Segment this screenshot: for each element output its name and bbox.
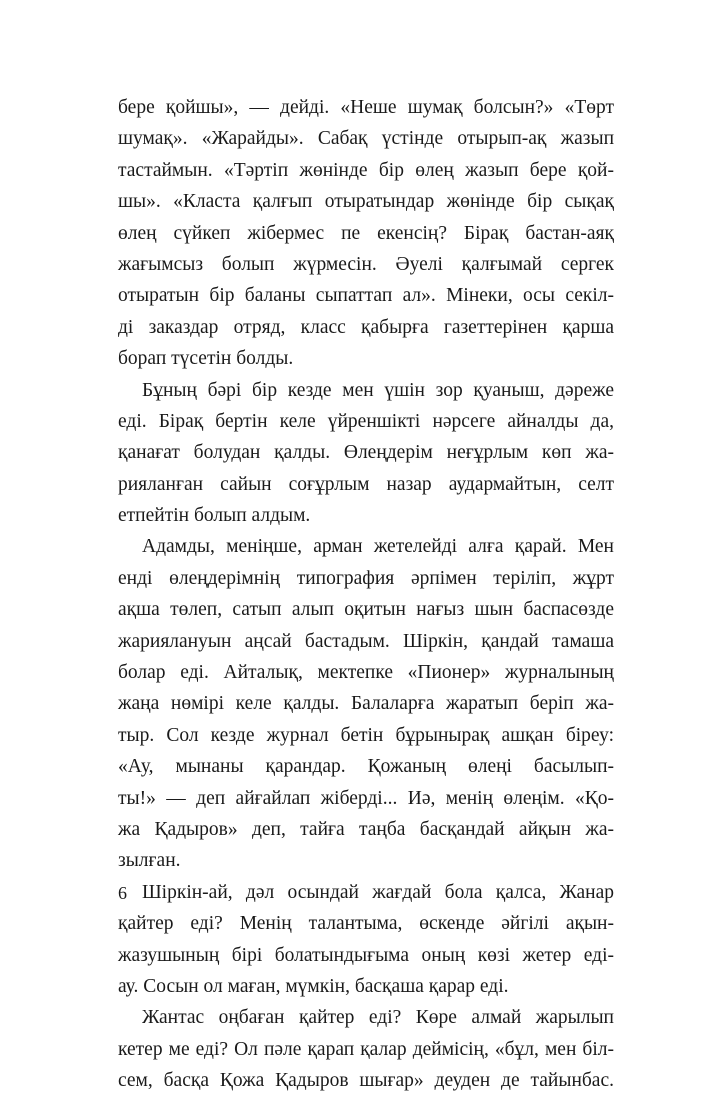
text-line: жаңа нөмірі келе қалды. Балаларға жаратып беріп жа-: [118, 693, 614, 715]
text-line: тыр. Сол кезде журнал бетін бұрынырақ ашқан біреу:: [118, 724, 614, 746]
text-line: Адамды, меніңше, арман жетелейді алға қарай. Мен: [142, 536, 614, 558]
text-line: өлең сүйкеп жібермес пе екенсің? Бірақ бастан-аяқ: [118, 222, 614, 244]
text-line: жағымсыз болып жүрмесін. Әуелі қалғымай сергек: [118, 253, 614, 275]
text-line: қанағат болудан қалды. Өлеңдерім неғұрлым көп жа-: [118, 442, 614, 464]
text-line: ау. Сосын ол маған, мүмкін, басқаша қарар еді.: [118, 975, 509, 997]
text-line: кетер ме еді? Ол пәле қарап қалар деймісің, «бұл, мен біл-: [118, 1038, 614, 1060]
text-line: тастаймын. «Тәртіп жөнінде бір өлең жазып бере қой-: [118, 159, 614, 181]
text-line: борап түсетін болды.: [118, 348, 294, 370]
text-line: ақша төлеп, сатып алып оқитын нағыз шын баспасөзде: [118, 599, 614, 621]
text-line: жа Қадыров» деп, тайға таңба басқандай айқын жа-: [118, 818, 614, 840]
text-line: шы». «Класта қалғып отыратындар жөнінде бір сықақ: [118, 191, 614, 213]
text-line: жариялануын аңсай бастадым. Шіркін, қандай тамаша: [118, 630, 614, 652]
text-line: жазушының бірі болатындығыма оның көзі жетер еді-: [118, 944, 614, 966]
page-number: 6: [118, 883, 127, 903]
text-line: енді өлеңдерімнің типография әрпімен терiлiп, жұрт: [118, 567, 614, 589]
text-line: сем, басқа Қожа Қадыров шығар» деуден де тайынбас.: [118, 1070, 614, 1092]
text-line: Шіркін-ай, дәл осындай жағдай бола қалса, Жанар: [142, 881, 614, 903]
text-line: Жантас оңбаған қайтер еді? Көре алмай жарылып: [142, 1007, 614, 1029]
text-line: етпейтін болып алдым.: [118, 505, 311, 527]
text-line: еді. Бірақ бертін келе үйреншікті нәрсеге айналды да,: [118, 410, 614, 432]
text-line: қайтер еді? Менің талантыма, өскенде әйгілі ақын-: [118, 913, 614, 935]
text-line: отыратын бір баланы сыпаттап ал». Мінеки, осы секіл-: [118, 285, 614, 307]
text-line: шумақ». «Жарайды». Сабақ үстінде отырып-ақ жазып: [118, 128, 614, 150]
text-line: Бұның бәрі бір кезде мен үшін зор қуаныш, дәреже: [142, 379, 614, 401]
text-line: ді заказдар отряд, класс қабырға газеттерінен қарша: [118, 316, 614, 338]
text-line: зылған.: [118, 850, 181, 872]
page-body: [118, 92, 614, 1097]
text-line: болар еді. Айталық, мектепке «Пионер» журналының: [118, 662, 614, 684]
text-line: ты!» — деп айғайлап жіберді... Иә, менің өлеңім. «Қо-: [118, 787, 614, 809]
text-line: рияланған сайын соғұрлым назар аудармайтын, селт: [118, 473, 614, 495]
text-line: бере қойшы», — дейді. «Неше шумақ болсын?» «Төрт: [118, 97, 614, 118]
text-line: «Ау, мынаны қарандар. Қожаның өлеңі басылып-: [118, 756, 614, 778]
